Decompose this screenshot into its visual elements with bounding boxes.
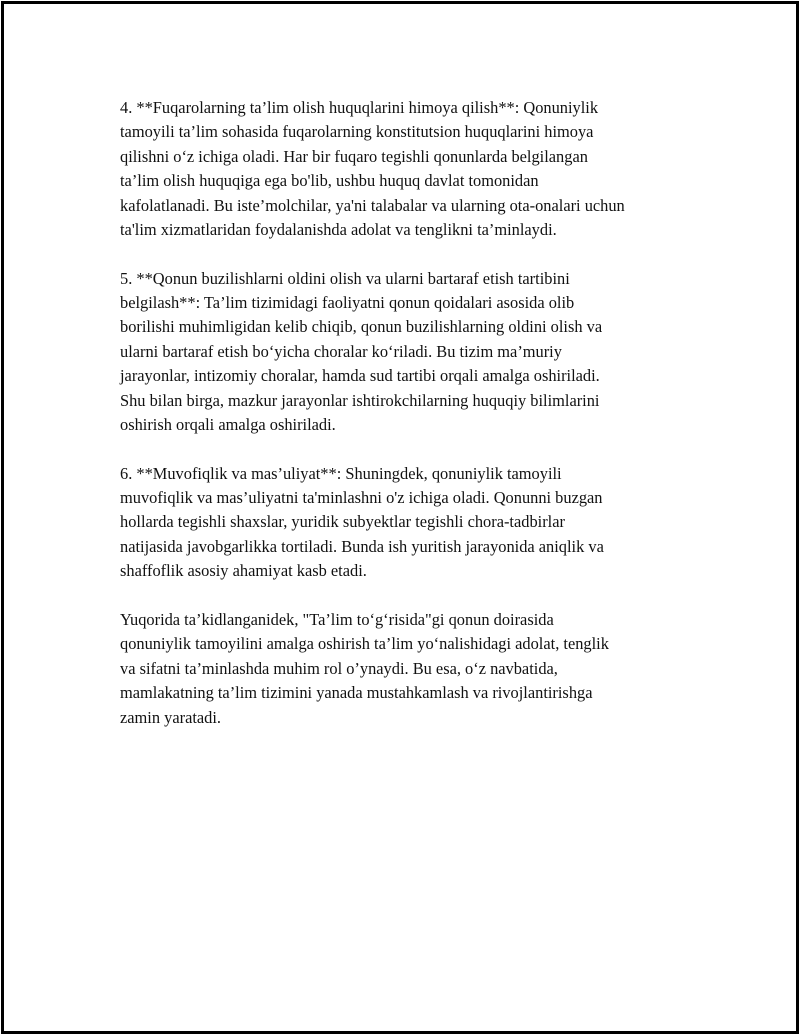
paragraph-item-4: 4. **Fuqarolarning ta’lim olish huquqlarini himoya qilish**: Qonuniylik tamoyili ta’lim sohasida fuqarolarning konstitutsion huquqlarini himoya qilishni o‘z ichiga oladi. Har bir fuqaro tegishli qonunlarda belgilangan ta’lim olish huquqiga ega bo'lib, ushbu huquq davlat tomonidan kafolatlanadi. Bu iste’molchilar, ya'ni talabalar va ularning ota-onalari uchun ta'lim xizmatlaridan foydalanishda adolat va tenglikni ta’minlaydi. xyxy=(120,98,625,240)
paragraph-item-5: 5. **Qonun buzilishlarni oldini olish va ularni bartaraf etish tartibini belgilash**: Ta’lim tizimidagi faoliyatni qonun qoidalari asosida olib borilishi muhimligidan kelib chiqib, qonun buzilishlarning oldini olish va ularni bartaraf etish bo‘yicha choralar ko‘riladi. Bu tizim ma’muriy jarayonlar, intizomiy choralar, hamda sud tartibi orqali amalga oshiriladi. Shu bilan birga, mazkur jarayonlar ishtirokchilarning huquqiy bilimlarini oshirish orqali amalga oshiriladi. xyxy=(120,268,603,435)
document-body xyxy=(120,96,692,754)
paragraph-item-6: 6. **Muvofiqlik va mas’uliyat**: Shuningdek, qonuniylik tamoyili muvofiqlik va mas’uliyatni ta'minlashni o'z ichiga oladi. Qonunni buzgan hollarda tegishli shaxslar, yuridik subyektlar tegishli chora-tadbirlar natijasida javobgarlikka tortiladi. Bunda ish yuritish jarayonida aniqlik va shaffoflik asosiy ahamiyat kasb etadi. xyxy=(120,463,604,581)
page-frame xyxy=(1,1,799,1034)
paragraph-conclusion: Yuqorida ta’kidlanganidek, "Ta’lim to‘g‘risida"gi qonun doirasida qonuniylik tamoyilini amalga oshirish ta’lim yo‘nalishidagi adolat, tenglik va sifatni ta’minlashda muhim rol o’ynaydi. Bu esa, o‘z navbatida, mamlakatning ta’lim tizimini yanada mustahkamlash va rivojlantirishga zamin yaratadi. xyxy=(120,609,609,727)
